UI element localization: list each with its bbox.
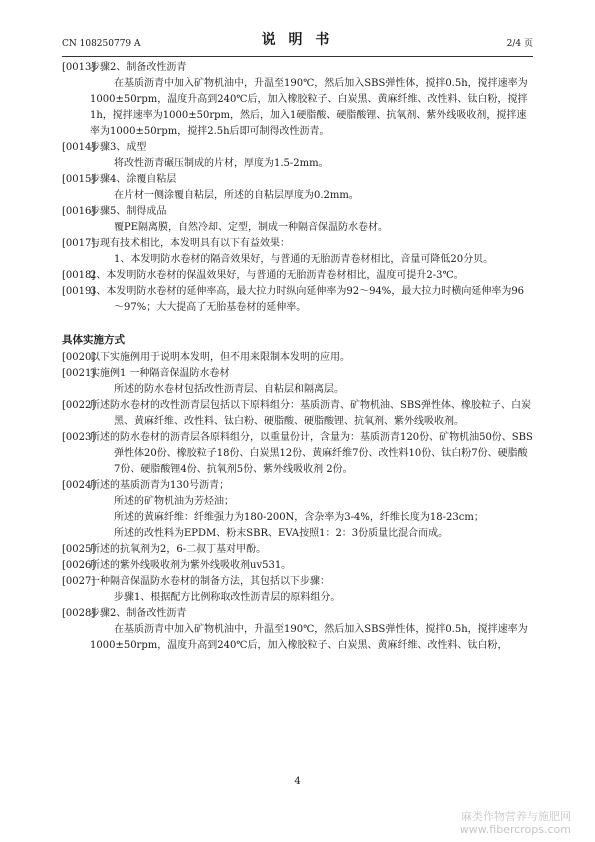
paragraph-text: 所述的紫外线吸收剂为紫外线吸收剂uv531。	[90, 560, 292, 571]
paragraph	[62, 172, 533, 188]
paragraph-text: 覆PE隔离膜，自然冷却、定型，制成一种隔音保温防水卷材。	[114, 222, 389, 233]
watermark	[460, 810, 571, 836]
watermark-line-2: www.fibercrops.com	[459, 823, 571, 836]
paragraph-text: 步骤2、制备改性沥青	[90, 608, 187, 619]
paragraph-number: [0013]	[62, 62, 96, 73]
paragraph-text: 与现有技术相比，本发明具有以下有益效果：	[90, 238, 290, 249]
paragraph-list-bottom	[62, 350, 533, 654]
page-info: 2/4 页	[506, 39, 533, 49]
doc-number: CN 108250779 A	[62, 39, 141, 49]
paragraph-text: 步骤2、制备改性沥青	[90, 62, 187, 73]
paragraph-text: 所述的基质沥青为130号沥青；	[90, 480, 230, 491]
paragraph	[62, 478, 533, 494]
paragraph-number: [0027]	[62, 576, 96, 587]
paragraph-text: 所述的改性料为EPDM、粉末SBR、EVA按照1：2：3份质量比混合而成。	[114, 528, 449, 539]
paragraph-number: [0018]	[62, 270, 96, 281]
paragraph	[62, 430, 533, 478]
paragraph-text: 2、本发明防水卷材的保温效果好，与普通的无胎沥青卷材相比，温度可提升2-3℃。	[90, 270, 464, 281]
paragraph-number: [0024]	[62, 480, 96, 491]
paragraph	[62, 382, 533, 398]
document-body	[62, 60, 533, 654]
paragraph-text: 所述的黄麻纤维：纤维强力为180-200N，含杂率为3-4%，纤维长度为18-23cm；	[114, 512, 484, 523]
paragraph	[62, 366, 533, 382]
paragraph-text: 步骤3、成型	[90, 142, 147, 153]
paragraph	[62, 284, 533, 316]
paragraph-number: [0014]	[62, 142, 96, 153]
paragraph	[62, 494, 533, 510]
paragraph	[62, 574, 533, 590]
header-divider	[62, 56, 533, 57]
paragraph	[62, 252, 533, 268]
paragraph	[62, 236, 533, 252]
paragraph-number: [0025]	[62, 544, 96, 555]
section-spacer	[62, 316, 533, 324]
paragraph-text: 在片材一侧涂覆自粘层，所述的自粘层厚度为0.2mm。	[114, 190, 359, 201]
paragraph-text: 在基质沥青中加入矿物机油中，升温至190℃，然后加入SBS弹性体，搅拌0.5h，搅拌速率为1000±50rpm，温度升高到240℃后，加入橡胶粒子、白炭黑、黄麻纤维、改性料、钛白粉，搅拌1h，搅拌速率为1000±50rpm，然后，加入1硬脂酸、硬脂酸锂、抗氧剂、紫外线吸收剂，搅拌速率为1000±50rpm，搅拌2.5h后即可制得改性沥青。	[90, 78, 528, 137]
paragraph	[62, 622, 533, 654]
paragraph	[62, 220, 533, 236]
paragraph-text: 实施例1 一种隔音保温防水卷材	[90, 368, 230, 379]
page-header	[62, 32, 533, 52]
paragraph	[62, 542, 533, 558]
paragraph	[62, 398, 533, 430]
paragraph	[62, 76, 533, 140]
paragraph-number: [0019]	[62, 286, 96, 297]
paragraph	[62, 156, 533, 172]
paragraph-text: 所述的防水卷材的沥青层各原料组分，以重量份计，含量为：基质沥青120份、矿物机油50份、SBS弹性体20份、橡胶粒子18份、白炭黑12份、黄麻纤维7份、改性料10份、钛白粉7份、硬脂酸7份、硬脂酸锂4份、抗氧剂5份、紫外线吸收剂 2份。	[90, 432, 533, 475]
paragraph-number: [0021]	[62, 368, 96, 379]
page-number: 4	[294, 776, 301, 787]
page-title: 说 明 书	[261, 32, 334, 48]
paragraph-number: [0026]	[62, 560, 96, 571]
paragraph	[62, 526, 533, 542]
paragraph-text: 以下实施例用于说明本发明，但不用来限制本发明的应用。	[90, 352, 350, 363]
paragraph-number: [0023]	[62, 432, 96, 443]
paragraph-text: 将改性沥青碾压制成的片材，厚度为1.5-2mm。	[114, 158, 329, 169]
paragraph-list-top	[62, 60, 533, 316]
paragraph-text: 所述的抗氧剂为2，6-二叔丁基对甲酚。	[90, 544, 267, 555]
paragraph-text: 所述防水卷材的改性沥青层包括以下原料组分：基质沥青、矿物机油、SBS弹性体、橡胶粒子、白炭黑、黄麻纤维、改性料、钛白粉、硬脂酸、硬脂酸锂、抗氧剂、紫外线吸收剂。	[90, 400, 532, 427]
paragraph-text: 1、本发明防水卷材的隔音效果好，与普通的无胎沥青卷材相比，音量可降低20分贝。	[114, 254, 494, 265]
watermark-line-1: 麻类作物营养与施肥网	[461, 810, 571, 823]
paragraph-text: 步骤4、涂覆自粘层	[90, 174, 177, 185]
paragraph-text: 一种隔音保温防水卷材的制备方法，其包括以下步骤：	[90, 576, 330, 587]
paragraph-text: 3、本发明防水卷材的延伸率高，最大拉力时纵向延伸率为92～94%，最大拉力时横向延伸率为96～97%；大大提高了无胎基卷材的延伸率。	[90, 286, 525, 313]
paragraph	[62, 558, 533, 574]
paragraph	[62, 188, 533, 204]
paragraph	[62, 140, 533, 156]
paragraph	[62, 204, 533, 220]
paragraph-number: [0022]	[62, 400, 96, 411]
paragraph-number: [0017]	[62, 238, 96, 249]
paragraph-text: 所述的矿物机油为芳烃油；	[114, 496, 234, 507]
paragraph-text: 步骤1、根据配方比例称取改性沥青层的原料组分。	[114, 592, 341, 603]
paragraph-number: [0016]	[62, 206, 96, 217]
paragraph	[62, 510, 533, 526]
paragraph	[62, 60, 533, 76]
paragraph-number: [0028]	[62, 608, 96, 619]
paragraph	[62, 606, 533, 622]
paragraph-text: 在基质沥青中加入矿物机油中，升温至190℃，然后加入SBS弹性体，搅拌0.5h，搅拌速率为1000±50rpm，温度升高到240℃后，加入橡胶粒子、白炭黑、黄麻纤维、改性料、钛白粉，	[90, 624, 528, 651]
paragraph-number: [0015]	[62, 174, 96, 185]
section-title: 具体实施方式	[62, 334, 125, 346]
paragraph-text: 所述的防水卷材包括改性沥青层、自粘层和隔离层。	[114, 384, 344, 395]
paragraph	[62, 268, 533, 284]
paragraph-number: [0020]	[62, 352, 96, 363]
paragraph-text: 步骤5、制得成品	[90, 206, 167, 217]
paragraph	[62, 350, 533, 366]
paragraph	[62, 590, 533, 606]
